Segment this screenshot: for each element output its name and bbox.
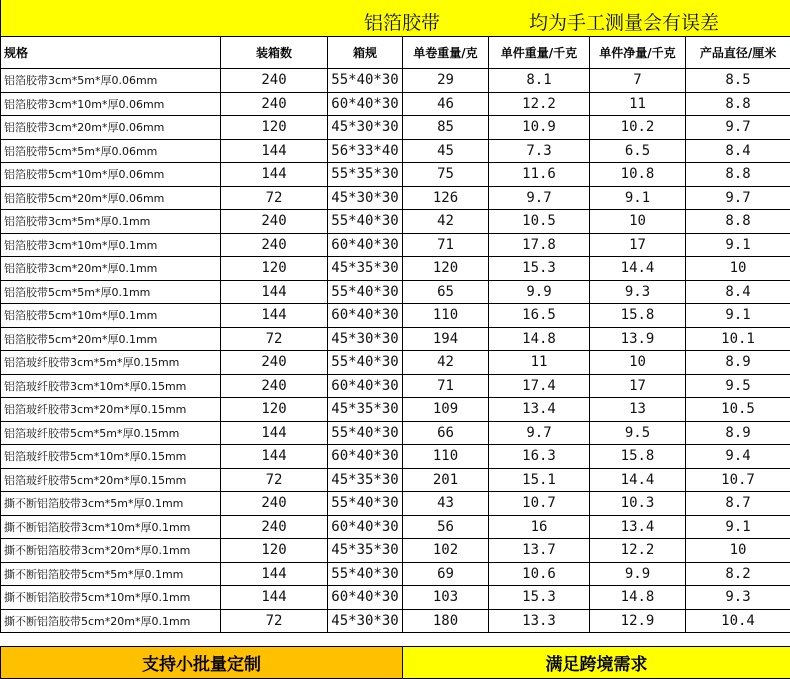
table-row	[1, 163, 790, 187]
cell-spec: 撕不断铝箔胶带5cm*5m*厚0.1mm	[1, 562, 221, 586]
cell-box-size: 60*40*30	[328, 586, 403, 610]
cell-box-qty: 144	[221, 304, 328, 328]
cell-box-qty: 240	[221, 374, 328, 398]
cell-gross-weight: 9.7	[489, 186, 590, 210]
table-row	[1, 139, 790, 163]
cell-roll-weight: 194	[403, 327, 489, 351]
cell-gross-weight: 15.3	[489, 586, 590, 610]
table-row	[1, 304, 790, 328]
cell-box-qty: 240	[221, 515, 328, 539]
cell-box-size: 56*33*40	[328, 139, 403, 163]
cell-box-size: 45*35*30	[328, 398, 403, 422]
cell-roll-weight: 180	[403, 609, 489, 633]
cell-box-qty: 120	[221, 398, 328, 422]
cell-spec: 铝箔玻纤胶带3cm*10m*厚0.15mm	[1, 374, 221, 398]
cell-box-qty: 72	[221, 468, 328, 492]
header-gross-weight: 单件重量/千克	[489, 37, 590, 69]
table-row	[1, 257, 790, 281]
cell-roll-weight: 42	[403, 210, 489, 234]
cell-diameter: 10.5	[686, 398, 790, 422]
cell-box-qty: 144	[221, 280, 328, 304]
cell-net-weight: 9.9	[590, 562, 686, 586]
cell-spec: 铝箔胶带3cm*5m*厚0.06mm	[1, 69, 221, 93]
cell-box-size: 55*40*30	[328, 421, 403, 445]
cell-gross-weight: 15.3	[489, 257, 590, 281]
cell-spec: 撕不断铝箔胶带5cm*20m*厚0.1mm	[1, 609, 221, 633]
cell-gross-weight: 10.6	[489, 562, 590, 586]
cell-net-weight: 10.8	[590, 163, 686, 187]
cell-diameter: 8.4	[686, 139, 790, 163]
cell-box-qty: 144	[221, 562, 328, 586]
cell-net-weight: 17	[590, 374, 686, 398]
cell-roll-weight: 120	[403, 257, 489, 281]
cell-spec: 铝箔胶带3cm*10m*厚0.1mm	[1, 233, 221, 257]
cell-roll-weight: 69	[403, 562, 489, 586]
cell-box-size: 45*35*30	[328, 468, 403, 492]
table-row	[1, 398, 790, 422]
cell-box-size: 45*35*30	[328, 257, 403, 281]
cell-box-size: 60*40*30	[328, 233, 403, 257]
cell-roll-weight: 110	[403, 445, 489, 469]
cell-roll-weight: 71	[403, 233, 489, 257]
cell-spec: 铝箔玻纤胶带3cm*20m*厚0.15mm	[1, 398, 221, 422]
title-cell	[1, 0, 790, 37]
cell-net-weight: 9.1	[590, 186, 686, 210]
cell-diameter: 9.3	[686, 586, 790, 610]
table-row	[1, 116, 790, 140]
cell-roll-weight: 109	[403, 398, 489, 422]
cell-net-weight: 13.4	[590, 515, 686, 539]
cell-diameter: 10	[686, 257, 790, 281]
cell-box-qty: 120	[221, 539, 328, 563]
cell-spec: 撕不断铝箔胶带3cm*20m*厚0.1mm	[1, 539, 221, 563]
sheet-title: 铝箔胶带	[364, 8, 440, 35]
cell-diameter: 9.4	[686, 445, 790, 469]
cell-box-size: 45*35*30	[328, 539, 403, 563]
header-roll-weight: 单卷重量/克	[403, 37, 489, 69]
cell-spec: 撕不断铝箔胶带5cm*10m*厚0.1mm	[1, 586, 221, 610]
cell-box-size: 55*40*30	[328, 492, 403, 516]
cell-roll-weight: 126	[403, 186, 489, 210]
cell-box-size: 55*40*30	[328, 280, 403, 304]
table-row	[1, 210, 790, 234]
cell-spec: 铝箔胶带3cm*10m*厚0.06mm	[1, 92, 221, 116]
cell-net-weight: 14.8	[590, 586, 686, 610]
cell-diameter: 9.5	[686, 374, 790, 398]
cell-gross-weight: 10.5	[489, 210, 590, 234]
cell-box-qty: 240	[221, 92, 328, 116]
table-row	[1, 92, 790, 116]
cell-spec: 铝箔胶带5cm*10m*厚0.1mm	[1, 304, 221, 328]
table-row	[1, 492, 790, 516]
cell-roll-weight: 110	[403, 304, 489, 328]
cell-box-qty: 120	[221, 257, 328, 281]
table-row	[1, 445, 790, 469]
footer-custom-order: 支持小批量定制	[1, 647, 403, 679]
cell-gross-weight: 7.3	[489, 139, 590, 163]
cell-box-size: 60*40*30	[328, 304, 403, 328]
cell-box-qty: 240	[221, 492, 328, 516]
cell-roll-weight: 201	[403, 468, 489, 492]
cell-gross-weight: 11	[489, 351, 590, 375]
cell-box-size: 45*30*30	[328, 609, 403, 633]
cell-net-weight: 13.9	[590, 327, 686, 351]
cell-diameter: 10.1	[686, 327, 790, 351]
cell-gross-weight: 17.8	[489, 233, 590, 257]
cell-box-size: 55*35*30	[328, 163, 403, 187]
cell-gross-weight: 10.7	[489, 492, 590, 516]
measurement-note: 均为手工测量会有误差	[529, 8, 719, 35]
cell-box-size: 55*40*30	[328, 210, 403, 234]
cell-gross-weight: 14.8	[489, 327, 590, 351]
cell-spec: 铝箔玻纤胶带5cm*10m*厚0.15mm	[1, 445, 221, 469]
cell-spec: 铝箔胶带3cm*5m*厚0.1mm	[1, 210, 221, 234]
cell-gross-weight: 16.3	[489, 445, 590, 469]
cell-net-weight: 17	[590, 233, 686, 257]
cell-gross-weight: 12.2	[489, 92, 590, 116]
table-row	[1, 351, 790, 375]
cell-spec: 铝箔胶带3cm*20m*厚0.06mm	[1, 116, 221, 140]
cell-box-qty: 240	[221, 233, 328, 257]
table-row	[1, 586, 790, 610]
cell-net-weight: 10.2	[590, 116, 686, 140]
cell-box-size: 60*40*30	[328, 445, 403, 469]
table-row	[1, 327, 790, 351]
cell-diameter: 8.2	[686, 562, 790, 586]
cell-spec: 铝箔胶带5cm*20m*厚0.06mm	[1, 186, 221, 210]
cell-roll-weight: 42	[403, 351, 489, 375]
cell-diameter: 8.8	[686, 163, 790, 187]
cell-diameter: 8.7	[686, 492, 790, 516]
cell-box-qty: 120	[221, 116, 328, 140]
cell-gross-weight: 16	[489, 515, 590, 539]
cell-spec: 铝箔玻纤胶带3cm*5m*厚0.15mm	[1, 351, 221, 375]
header-net-weight: 单件净量/千克	[590, 37, 686, 69]
cell-roll-weight: 56	[403, 515, 489, 539]
cell-net-weight: 9.5	[590, 421, 686, 445]
cell-diameter: 9.1	[686, 233, 790, 257]
cell-spec: 铝箔胶带5cm*20m*厚0.1mm	[1, 327, 221, 351]
title-row	[1, 0, 790, 37]
cell-roll-weight: 66	[403, 421, 489, 445]
cell-box-size: 45*30*30	[328, 116, 403, 140]
cell-spec: 铝箔胶带5cm*10m*厚0.06mm	[1, 163, 221, 187]
cell-diameter: 8.5	[686, 69, 790, 93]
cell-net-weight: 10	[590, 351, 686, 375]
cell-roll-weight: 71	[403, 374, 489, 398]
cell-diameter: 9.1	[686, 515, 790, 539]
cell-box-qty: 144	[221, 139, 328, 163]
cell-spec: 铝箔胶带3cm*20m*厚0.1mm	[1, 257, 221, 281]
cell-gross-weight: 13.3	[489, 609, 590, 633]
footer-cross-border: 满足跨境需求	[403, 647, 790, 679]
cell-roll-weight: 103	[403, 586, 489, 610]
cell-roll-weight: 75	[403, 163, 489, 187]
cell-diameter: 10.4	[686, 609, 790, 633]
cell-spec: 撕不断铝箔胶带3cm*10m*厚0.1mm	[1, 515, 221, 539]
cell-box-qty: 144	[221, 163, 328, 187]
cell-net-weight: 10	[590, 210, 686, 234]
cell-net-weight: 13	[590, 398, 686, 422]
cell-net-weight: 14.4	[590, 257, 686, 281]
cell-box-size: 60*40*30	[328, 374, 403, 398]
table-row	[1, 233, 790, 257]
cell-box-qty: 144	[221, 421, 328, 445]
table-row	[1, 374, 790, 398]
header-box-size: 箱规	[328, 37, 403, 69]
cell-spec: 铝箔玻纤胶带5cm*5m*厚0.15mm	[1, 421, 221, 445]
cell-roll-weight: 65	[403, 280, 489, 304]
cell-box-size: 60*40*30	[328, 515, 403, 539]
table-row	[1, 280, 790, 304]
table-row	[1, 562, 790, 586]
cell-roll-weight: 45	[403, 139, 489, 163]
cell-box-size: 55*40*30	[328, 351, 403, 375]
cell-gross-weight: 9.9	[489, 280, 590, 304]
cell-box-qty: 240	[221, 210, 328, 234]
cell-diameter: 8.8	[686, 92, 790, 116]
table-row	[1, 515, 790, 539]
cell-diameter: 9.7	[686, 116, 790, 140]
header-row	[1, 37, 790, 69]
table-row	[1, 421, 790, 445]
cell-diameter: 8.9	[686, 351, 790, 375]
cell-net-weight: 14.4	[590, 468, 686, 492]
cell-gross-weight: 10.9	[489, 116, 590, 140]
footer	[0, 646, 790, 678]
cell-box-size: 45*30*30	[328, 186, 403, 210]
cell-gross-weight: 13.7	[489, 539, 590, 563]
cell-diameter: 10	[686, 539, 790, 563]
table-row	[1, 186, 790, 210]
cell-diameter: 10.7	[686, 468, 790, 492]
cell-gross-weight: 17.4	[489, 374, 590, 398]
header-spec: 规格	[1, 37, 221, 69]
cell-box-qty: 144	[221, 445, 328, 469]
cell-diameter: 9.7	[686, 186, 790, 210]
cell-box-qty: 72	[221, 327, 328, 351]
cell-diameter: 8.9	[686, 421, 790, 445]
cell-spec: 铝箔胶带5cm*5m*厚0.06mm	[1, 139, 221, 163]
cell-net-weight: 7	[590, 69, 686, 93]
cell-gross-weight: 15.1	[489, 468, 590, 492]
cell-net-weight: 11	[590, 92, 686, 116]
table-row	[1, 468, 790, 492]
cell-roll-weight: 29	[403, 69, 489, 93]
cell-gross-weight: 8.1	[489, 69, 590, 93]
cell-spec: 撕不断铝箔胶带3cm*5m*厚0.1mm	[1, 492, 221, 516]
cell-box-qty: 240	[221, 69, 328, 93]
cell-net-weight: 10.3	[590, 492, 686, 516]
cell-roll-weight: 43	[403, 492, 489, 516]
header-diameter: 产品直径/厘米	[686, 37, 790, 69]
cell-gross-weight: 11.6	[489, 163, 590, 187]
cell-roll-weight: 85	[403, 116, 489, 140]
table-row	[1, 609, 790, 633]
cell-spec: 铝箔胶带5cm*5m*厚0.1mm	[1, 280, 221, 304]
cell-roll-weight: 46	[403, 92, 489, 116]
cell-gross-weight: 16.5	[489, 304, 590, 328]
cell-net-weight: 15.8	[590, 445, 686, 469]
table-row	[1, 539, 790, 563]
cell-diameter: 8.4	[686, 280, 790, 304]
header-box-qty: 装箱数	[221, 37, 328, 69]
cell-box-qty: 144	[221, 586, 328, 610]
cell-net-weight: 15.8	[590, 304, 686, 328]
cell-net-weight: 12.2	[590, 539, 686, 563]
cell-net-weight: 12.9	[590, 609, 686, 633]
cell-box-qty: 72	[221, 609, 328, 633]
cell-box-size: 60*40*30	[328, 92, 403, 116]
cell-gross-weight: 13.4	[489, 398, 590, 422]
cell-box-qty: 72	[221, 186, 328, 210]
cell-spec: 铝箔玻纤胶带5cm*20m*厚0.15mm	[1, 468, 221, 492]
cell-gross-weight: 9.7	[489, 421, 590, 445]
cell-box-size: 45*30*30	[328, 327, 403, 351]
cell-diameter: 8.8	[686, 210, 790, 234]
cell-diameter: 9.1	[686, 304, 790, 328]
cell-box-qty: 240	[221, 351, 328, 375]
cell-roll-weight: 102	[403, 539, 489, 563]
cell-box-size: 55*40*30	[328, 69, 403, 93]
cell-box-size: 55*40*30	[328, 562, 403, 586]
cell-net-weight: 6.5	[590, 139, 686, 163]
table-row	[1, 69, 790, 93]
cell-net-weight: 9.3	[590, 280, 686, 304]
